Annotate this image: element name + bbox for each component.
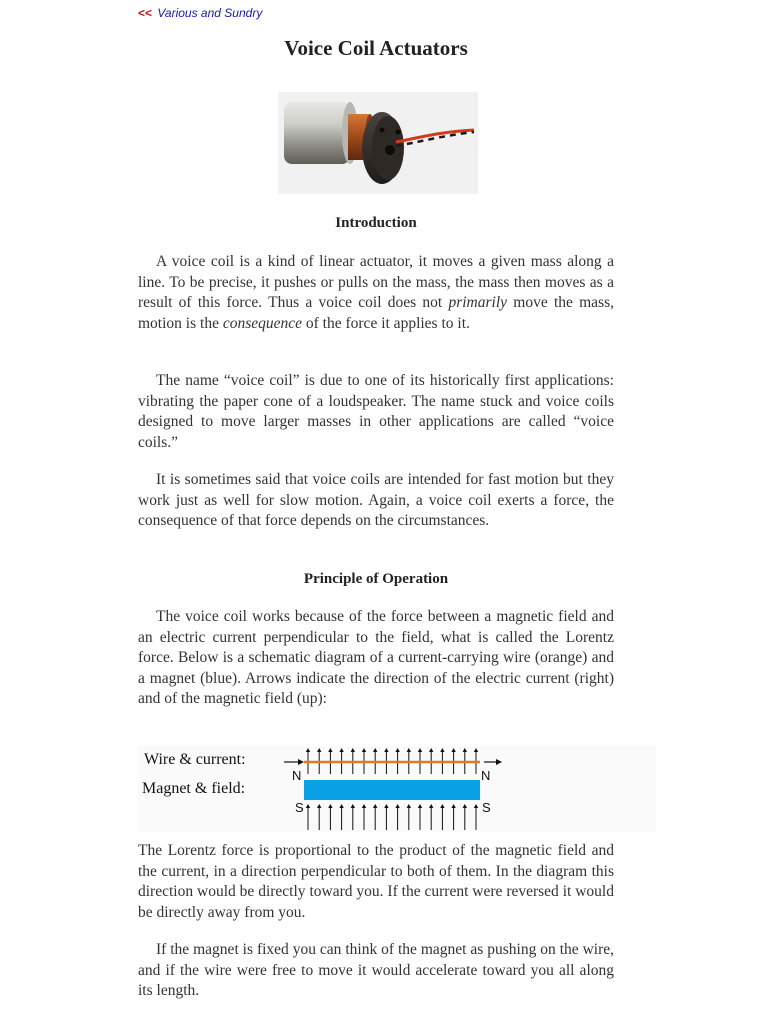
intro-paragraph-1 (138, 252, 614, 334)
field-arrow (351, 804, 355, 830)
intro-paragraph-2: The name “voice coil” is due to one of its historically first applications: vibrating the paper cone of a loudspeaker. The name stuck and voice coils designed to move larger masses in other applications are called “voice coils.” (138, 372, 614, 451)
field-arrow (373, 804, 377, 830)
field-arrow (395, 804, 399, 830)
field-arrow (328, 804, 332, 830)
back-arrows: << (138, 6, 153, 20)
field-arrow (317, 804, 321, 830)
field-arrow (474, 804, 478, 830)
lorentz-diagram-graphic (138, 746, 656, 832)
intro-p1-text-a: A voice coil is a kind of linear actuator, it moves a given mass along a line. To be precise, it pushes or pulls on the mass, the mass then moves as a result of this force. Thus a voice coil does not (138, 253, 614, 311)
field-arrow (407, 804, 411, 830)
back-link-various-and-sundry[interactable] (138, 6, 262, 20)
field-arrow (440, 804, 444, 830)
field-arrow (306, 804, 310, 830)
south-label-right: S (482, 800, 491, 815)
magnet-bar (304, 780, 480, 800)
lead-wire-red (396, 130, 474, 142)
intro-p1-emphasis-primarily: primarily (448, 294, 508, 311)
voice-coil-actuator-photo (278, 92, 478, 194)
field-arrow (463, 804, 467, 830)
principle-paragraph-3: If the magnet is fixed you can think of the magnet as pushing on the wire, and if the wire were free to move it would accelerate toward you all along its length. (138, 941, 614, 999)
magnet-housing (284, 102, 350, 164)
lorentz-force-diagram (138, 746, 656, 832)
intro-p1-text-c: of the force it applies to it. (302, 314, 470, 332)
field-arrow (429, 804, 433, 830)
north-label-right: N (481, 768, 491, 783)
wire-current-label: Wire & current: (144, 751, 246, 768)
field-arrow (418, 804, 422, 830)
field-arrow (362, 804, 366, 830)
field-arrow (451, 804, 455, 830)
back-link-label: Various and Sundry (157, 6, 263, 20)
introduction-heading: Introduction (335, 215, 417, 231)
field-arrow (339, 804, 343, 830)
intro-paragraph-3: It is sometimes said that voice coils are intended for fast motion but they work just as well for slow motion. Again, a voice coil exerts a force, the consequence of that force depends on the circumstances. (138, 471, 614, 529)
principle-heading: Principle of Operation (303, 571, 449, 587)
voice-coil-illustration (278, 92, 478, 194)
magnet-field-label: Magnet & field: (142, 780, 246, 797)
north-label-left: N (292, 768, 302, 783)
current-arrow-left (284, 759, 304, 765)
intro-p1-emphasis-consequence: consequence (222, 314, 303, 332)
page-title: Voice Coil Actuators (284, 36, 468, 60)
intro-p1-text-b: move the mass, motion is the (138, 294, 614, 332)
field-arrow (384, 804, 388, 830)
principle-paragraph-1: The voice coil works because of the force between a magnetic field and an electric current perpendicular to the field, what is called the Lorentz force. Below is a schematic diagram of a current-carrying wire (orange) and a magnet (blue). Arrows indicate the direction of the electric current (right) and of the magnetic field (up): (138, 608, 614, 707)
south-label-left: S (295, 800, 304, 815)
principle-paragraph-2: The Lorentz force is proportional to the product of the magnetic field and the current, in a direction perpendicular to both of them. In the diagram this direction would be directly toward you. If the current were reversed it would be directly away from you. (138, 842, 614, 921)
current-arrow-right (484, 759, 502, 765)
